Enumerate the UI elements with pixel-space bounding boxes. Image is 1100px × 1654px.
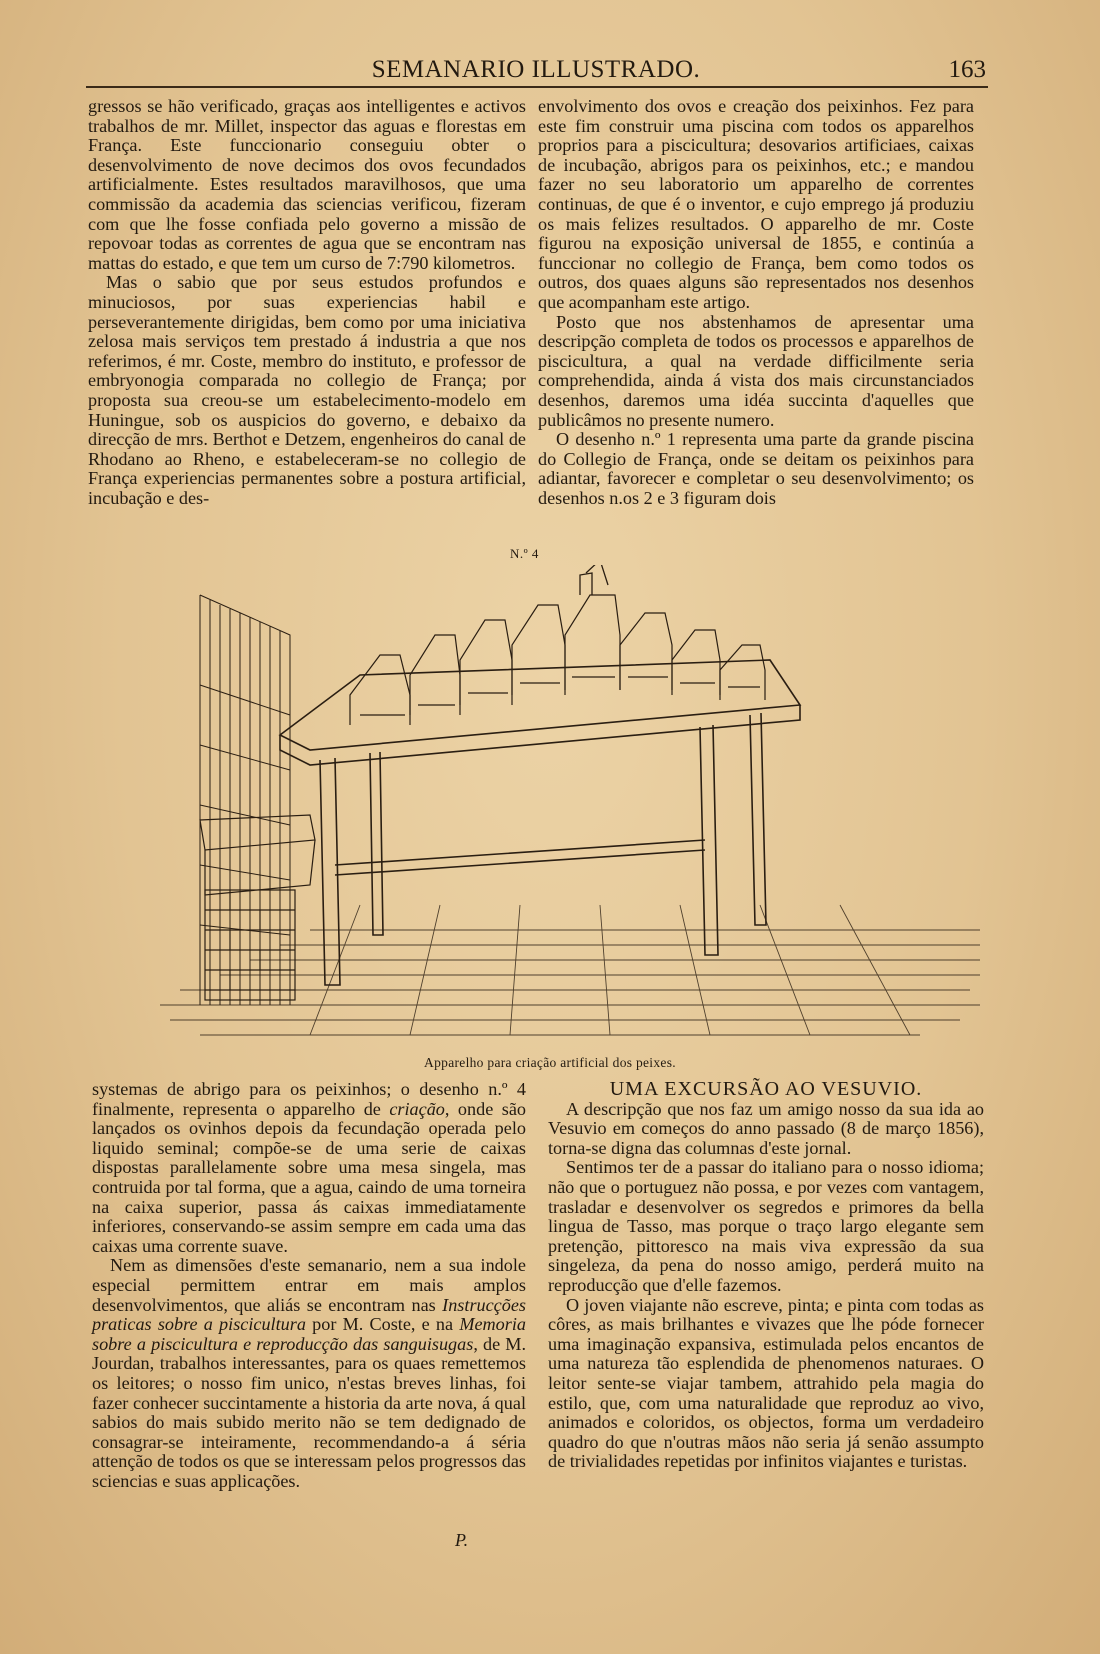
- paragraph: Sentimos ter de a passar do italiano para o nosso idioma; não que o portuguez não possa, e por vezes com vantagem, trasladar e desenvolver os segredos e primores da bella lingua de Tasso, mas porque o traço largo elegante sem pretenção, pittoresco na mais viva expressão da sua singeleza, da pena do nosso amigo, perderá muito na reproducção que d'elle fazemos.: [548, 1157, 984, 1295]
- figure-caption: Apparelho para criação artificial dos peixes.: [424, 1055, 676, 1070]
- page-number: 163: [948, 56, 986, 83]
- paragraph: A descripção que nos faz um amigo nosso da sua ida ao Vesuvio em começos do anno passado (8 de março 1856), torna-se digna das columnas d'este jornal.: [548, 1098, 984, 1158]
- book-title: Memoria sobre a piscicultura e reproducção das sanguisugas: [92, 1314, 526, 1354]
- text-run: por M. Coste, e na: [305, 1314, 460, 1335]
- article-title: UMA EXCURSÃO AO VESUVIO.: [609, 1078, 923, 1100]
- column-top-left: [88, 97, 526, 508]
- column-top-right: [538, 97, 974, 508]
- paragraph: Mas o sabio que por seus estudos profundos e minuciosos, por suas experiencias habil e perseverantemente dirigidas, bem como por uma iniciativa zelosa mais serviços tem prestado á industria a que nos referimos, é mr. Coste, membro do instituto, e professor de embryonogia comparada no collegio de França; por proposta sua creou-se um estabelecimento-modelo em Huningue, sob os auspicios do governo, e debaixo da direcção de mrs. Berthot e Detzem, engenheiros do canal de Rhodano ao Rheno, e estabeleceram-se no collegio de França experiencias permanentes sobre a postura artificial, incubação e des-: [88, 272, 526, 508]
- paragraph: O desenho n.º 1 representa uma parte da grande piscina do Collegio de França, onde se deitam os peixinhos para adiantar, favorecer e completar o seu desenvolvimento; os desenhos n.os 2 e 3 figuram dois: [538, 429, 974, 508]
- page-header: [86, 54, 986, 88]
- table: [280, 660, 800, 985]
- publication-title: SEMANARIO ILLUSTRADO.: [371, 56, 701, 83]
- emphasis: criação: [389, 1098, 445, 1119]
- incubation-boxes: [350, 595, 765, 725]
- paragraph: gressos se hão verificado, graças aos intelligentes e activos trabalhos de mr. Millet, inspector das aguas e florestas em França. Este funccionario conseguiu obter o desenvolvimento de nove decimos dos ovos fecundados artificialmente. Estes resultados maravilhosos, que uma commissão da academia das sciencias verificou, fizeram com que lhe fosse confiada pelo governo a missão de repovoar todas as correntes de agua que se encontram nas mattas do estado, e que tem um curso de 7:790 kilometros.: [88, 96, 526, 273]
- paragraph: Posto que nos abstenhamos de apresentar uma descripção completa de todos os processos e apparelhos de piscicultura, a qual na verdade difficilmente seria comprehendida, ainda á vista dos mais circunstanciados desenhos, daremos uma idéa succinta d'aquelles que publicâmos no presente numero.: [538, 311, 974, 430]
- column-bottom-right: [548, 1080, 984, 1472]
- water-tap: [580, 565, 608, 595]
- text-run: , de M. Jourdan, trabalhos interessantes, para os quaes remettemos os leitores; o nosso fim unico, n'estas breves linhas, foi fazer conhecer succintamente a historia da arte nova, á qual sabios do mais subido merito não se tem dedignado de consagrar-se inteiramente, recommendando-a á séria attenção de todos os que se interessam pelos progressos das sciencias e suas applicações.: [92, 1333, 527, 1491]
- text-run: Nem as dimensões d'este semanario, nem a sua indole especial permittem entrar em mais amplos desenvolvimentos, que aliás se encontram nas: [92, 1255, 526, 1315]
- paragraph: O joven viajante não escreve, pinta; e pinta com todas as côres, as mais brilhantes e vivazes que lhe póde fornecer uma imaginação expansiva, estimulada pelos encantos de uma natureza tão esplendida de phenomenos naturaes. O leitor sente-se viajar tambem, attrahido pela magia do estilo, que, com uma naturalidade que reproduz ao vivo, animados e coloridos, os objectos, forma um verdadeiro quadro do que n'outras mãos não seria já senão assumpto de trivialidades repetidas por infinitos viajantes e turistas.: [548, 1294, 984, 1472]
- brick-wall: [200, 595, 290, 1005]
- book-title: Instrucções praticas sobre a piscicultura: [92, 1294, 526, 1335]
- fish-breeding-apparatus-engraving: [160, 565, 980, 1045]
- text-run: systemas de abrigo para os peixinhos; o desenho n.º 4 finalmente, representa o apparelho de: [92, 1079, 526, 1119]
- paragraph: [92, 1080, 526, 1256]
- text-run: , onde são lançados os ovinhos depois da fecundação operada pelo liquido seminal; compõe-se de uma serie de caixas dispostas parallelamente sobre uma mesa singela, mas contruida por tal forma, que a agua, caindo de uma torneira na caixa superior, passa ás caixas immediatamente inferiores, conservando-se assim sempre em cada uma das caixas uma corrente suave.: [92, 1098, 526, 1256]
- figure-label: N.º 4: [510, 546, 539, 561]
- author-signature: P.: [455, 1530, 469, 1550]
- column-bottom-left: [92, 1080, 526, 1491]
- paragraph: [92, 1256, 526, 1491]
- paragraph: envolvimento dos ovos e creação dos peixinhos. Fez para este fim construir uma piscina com todos os apparelhos proprios para a piscicultura; desovarios artificiaes, caixas de incubação, abrigos para os peixinhos, etc.; e mandou fazer no seu laboratorio um apparelho de correntes continuas, de que é o inventor, e cujo emprego já produziu os mais felizes resultados. O apparelho de mr. Coste figurou na exposição universal de 1855, e continúa a funccionar no collegio de França, bem como todos os outros, dos quaes alguns são representados nos desenhos que acompanham este artigo.: [538, 96, 974, 312]
- header-rule: [86, 86, 988, 88]
- basin: [200, 815, 315, 1000]
